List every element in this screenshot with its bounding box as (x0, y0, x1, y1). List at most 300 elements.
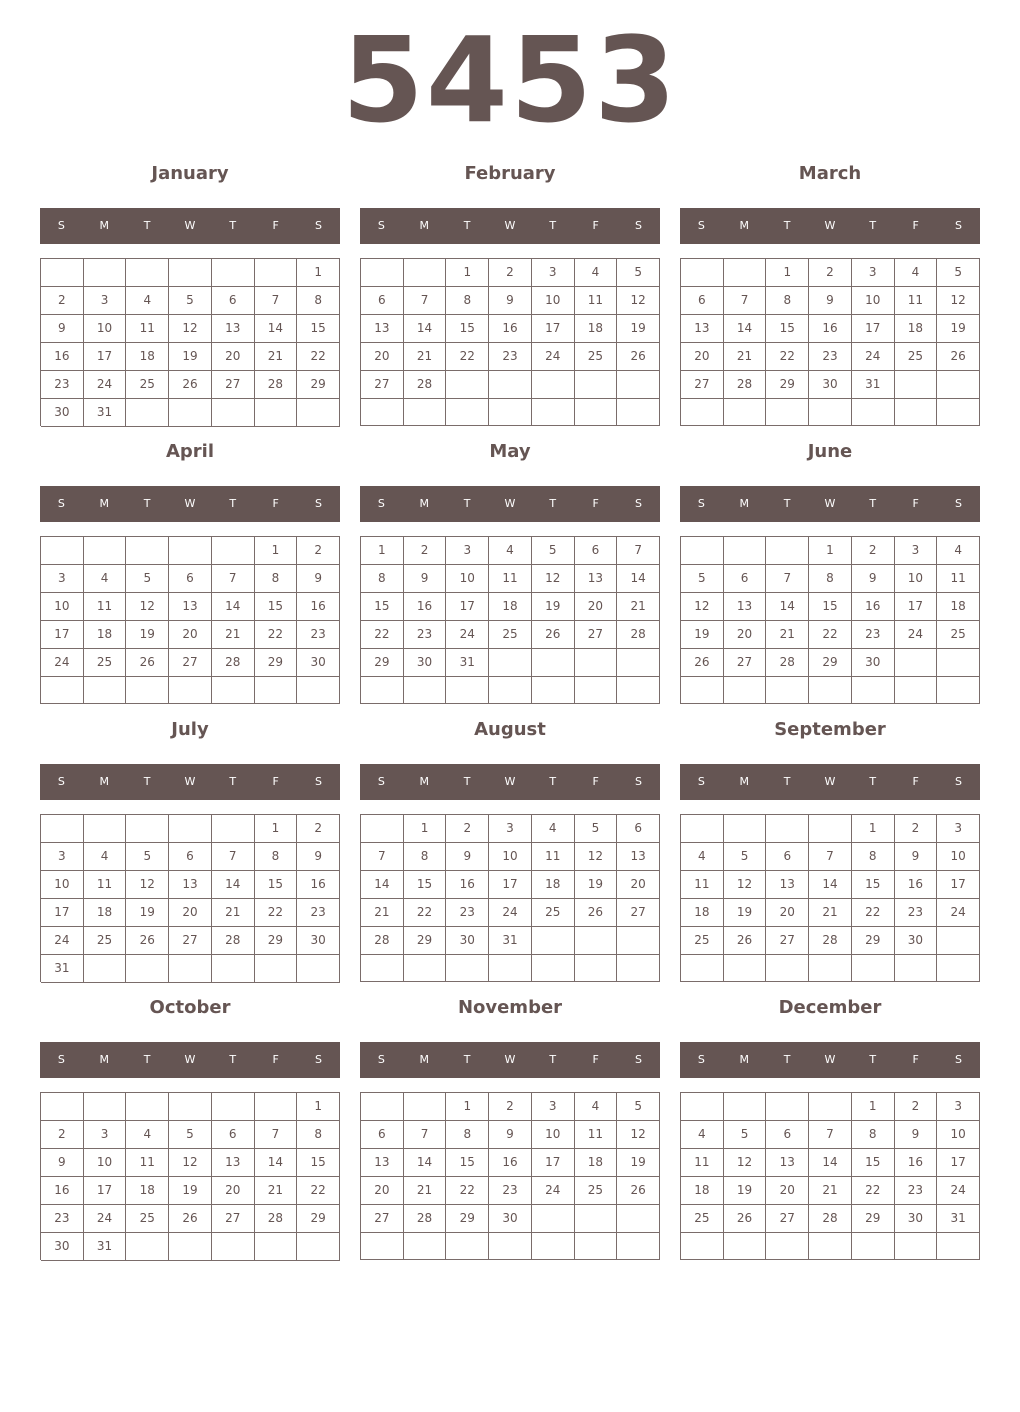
empty-cell (212, 537, 255, 565)
weekday-label: S (634, 1053, 642, 1066)
day-cell: 16 (41, 1177, 84, 1205)
empty-cell (169, 537, 212, 565)
day-cell: 17 (446, 593, 489, 621)
empty-cell (41, 1093, 84, 1121)
day-cell: 12 (681, 593, 724, 621)
day-cell: 1 (809, 537, 852, 565)
day-cell: 8 (255, 565, 298, 593)
day-cell: 25 (895, 343, 938, 371)
day-cell: 8 (766, 287, 809, 315)
day-cell: 1 (255, 815, 298, 843)
day-cell: 16 (404, 593, 447, 621)
day-cell: 30 (404, 649, 447, 677)
empty-cell (255, 677, 298, 704)
weekday-label: W (824, 1053, 836, 1066)
empty-cell (532, 371, 575, 399)
day-cell: 20 (361, 1177, 404, 1205)
day-cell: 22 (255, 899, 298, 927)
day-cell: 23 (852, 621, 895, 649)
day-cell: 4 (126, 1121, 169, 1149)
weekday-label: F (592, 775, 599, 788)
day-cell: 15 (404, 871, 447, 899)
empty-cell (361, 1233, 404, 1260)
day-cell: 6 (724, 565, 767, 593)
empty-cell (724, 955, 767, 982)
day-cell: 6 (361, 1121, 404, 1149)
weekday-label: M (419, 497, 430, 510)
month-title: June (807, 441, 853, 462)
empty-cell (724, 399, 767, 426)
empty-cell (404, 955, 447, 982)
day-cell: 25 (84, 649, 127, 677)
weekday-label: T (143, 775, 151, 788)
empty-cell (41, 677, 84, 704)
weekday-label: T (783, 775, 791, 788)
day-cell: 22 (446, 1177, 489, 1205)
day-cell: 29 (255, 927, 298, 955)
weekday-label: T (229, 1053, 237, 1066)
day-grid (680, 814, 980, 982)
day-cell: 3 (41, 843, 84, 871)
day-cell: 19 (724, 899, 767, 927)
day-cell: 17 (937, 871, 980, 899)
day-cell: 17 (41, 899, 84, 927)
weekday-label: S (697, 497, 705, 510)
day-cell: 22 (361, 621, 404, 649)
day-cell: 3 (532, 259, 575, 287)
weekday-label: W (504, 497, 516, 510)
day-cell: 10 (937, 1121, 980, 1149)
day-cell: 4 (681, 843, 724, 871)
weekday-header (40, 486, 340, 522)
empty-cell (489, 371, 532, 399)
empty-cell (212, 259, 255, 287)
day-cell: 27 (361, 1205, 404, 1233)
weekday-label: M (739, 1053, 750, 1066)
day-cell: 13 (724, 593, 767, 621)
day-cell: 14 (724, 315, 767, 343)
day-cell: 7 (809, 843, 852, 871)
day-cell: 27 (575, 621, 618, 649)
empty-cell (575, 1205, 618, 1233)
day-cell: 18 (126, 343, 169, 371)
day-cell: 22 (404, 899, 447, 927)
day-cell: 18 (681, 899, 724, 927)
empty-cell (681, 815, 724, 843)
day-grid (40, 1092, 340, 1260)
empty-cell (532, 1233, 575, 1260)
empty-cell (84, 259, 127, 287)
day-cell: 11 (84, 871, 127, 899)
day-cell: 14 (404, 315, 447, 343)
weekday-label: T (463, 219, 471, 232)
day-cell: 17 (852, 315, 895, 343)
day-cell: 21 (809, 899, 852, 927)
day-grid (40, 536, 340, 704)
day-cell: 7 (617, 537, 660, 565)
month-title: May (489, 441, 531, 462)
weekday-label: F (912, 497, 919, 510)
weekday-label: S (377, 775, 385, 788)
day-cell: 17 (937, 1149, 980, 1177)
day-cell: 1 (255, 537, 298, 565)
empty-cell (617, 399, 660, 426)
day-cell: 16 (852, 593, 895, 621)
day-cell: 4 (532, 815, 575, 843)
weekday-header (680, 208, 980, 244)
empty-cell (489, 1233, 532, 1260)
weekday-label: M (739, 219, 750, 232)
day-cell: 20 (681, 343, 724, 371)
day-cell: 17 (84, 1177, 127, 1205)
weekday-label: S (954, 775, 962, 788)
empty-cell (852, 677, 895, 704)
day-cell: 19 (617, 315, 660, 343)
day-cell: 1 (852, 815, 895, 843)
day-cell: 15 (446, 315, 489, 343)
weekday-label: M (419, 1053, 430, 1066)
empty-cell (361, 1093, 404, 1121)
day-cell: 20 (766, 899, 809, 927)
empty-cell (681, 677, 724, 704)
day-cell: 13 (361, 315, 404, 343)
day-cell: 17 (532, 315, 575, 343)
day-cell: 12 (937, 287, 980, 315)
day-cell: 6 (766, 1121, 809, 1149)
empty-cell (766, 955, 809, 982)
day-cell: 3 (852, 259, 895, 287)
day-cell: 19 (532, 593, 575, 621)
day-cell: 5 (575, 815, 618, 843)
day-cell: 8 (361, 565, 404, 593)
weekday-label: T (783, 1053, 791, 1066)
empty-cell (532, 1205, 575, 1233)
weekday-label: T (783, 219, 791, 232)
day-cell: 23 (895, 899, 938, 927)
day-cell: 14 (404, 1149, 447, 1177)
day-cell: 11 (532, 843, 575, 871)
day-cell: 25 (532, 899, 575, 927)
day-cell: 6 (212, 287, 255, 315)
day-cell: 13 (681, 315, 724, 343)
day-cell: 12 (126, 871, 169, 899)
empty-cell (169, 1233, 212, 1261)
day-cell: 3 (446, 537, 489, 565)
day-cell: 4 (681, 1121, 724, 1149)
weekday-label: M (739, 775, 750, 788)
day-cell: 10 (489, 843, 532, 871)
day-cell: 26 (681, 649, 724, 677)
day-cell: 29 (255, 649, 298, 677)
day-cell: 26 (169, 1205, 212, 1233)
empty-cell (532, 649, 575, 677)
day-cell: 25 (126, 371, 169, 399)
day-cell: 22 (852, 1177, 895, 1205)
day-cell: 18 (681, 1177, 724, 1205)
day-cell: 20 (575, 593, 618, 621)
weekday-label: W (504, 775, 516, 788)
day-cell: 17 (532, 1149, 575, 1177)
day-cell: 5 (681, 565, 724, 593)
day-cell: 7 (766, 565, 809, 593)
weekday-label: T (229, 497, 237, 510)
day-cell: 23 (41, 371, 84, 399)
empty-cell (212, 677, 255, 704)
empty-cell (404, 1093, 447, 1121)
day-grid (360, 258, 660, 426)
day-cell: 8 (255, 843, 298, 871)
year-title: 5453 (341, 11, 679, 149)
empty-cell (575, 1233, 618, 1260)
day-cell: 18 (532, 871, 575, 899)
weekday-header (680, 764, 980, 800)
day-cell: 16 (809, 315, 852, 343)
weekday-label: W (184, 497, 196, 510)
empty-cell (361, 399, 404, 426)
day-cell: 8 (446, 287, 489, 315)
day-cell: 23 (809, 343, 852, 371)
empty-cell (41, 815, 84, 843)
day-cell: 20 (617, 871, 660, 899)
day-cell: 31 (84, 399, 127, 427)
day-cell: 2 (895, 815, 938, 843)
day-cell: 24 (532, 1177, 575, 1205)
day-cell: 2 (446, 815, 489, 843)
empty-cell (766, 677, 809, 704)
weekday-label: W (184, 219, 196, 232)
empty-cell (212, 399, 255, 427)
empty-cell (766, 815, 809, 843)
day-cell: 16 (297, 593, 340, 621)
empty-cell (169, 815, 212, 843)
day-cell: 17 (895, 593, 938, 621)
day-cell: 2 (489, 259, 532, 287)
empty-cell (404, 677, 447, 704)
empty-cell (489, 649, 532, 677)
empty-cell (617, 927, 660, 955)
empty-cell (446, 677, 489, 704)
day-cell: 21 (724, 343, 767, 371)
day-cell: 15 (852, 871, 895, 899)
day-cell: 12 (169, 315, 212, 343)
empty-cell (532, 955, 575, 982)
weekday-header (360, 486, 660, 522)
empty-cell (255, 1093, 298, 1121)
weekday-label: S (634, 497, 642, 510)
day-cell: 26 (169, 371, 212, 399)
day-cell: 28 (404, 371, 447, 399)
weekday-header (40, 764, 340, 800)
empty-cell (575, 649, 618, 677)
day-cell: 18 (575, 315, 618, 343)
day-cell: 10 (41, 593, 84, 621)
weekday-label: M (99, 219, 110, 232)
day-cell: 30 (809, 371, 852, 399)
day-cell: 14 (212, 871, 255, 899)
day-cell: 16 (489, 1149, 532, 1177)
weekday-label: W (824, 775, 836, 788)
empty-cell (937, 955, 980, 982)
day-cell: 6 (681, 287, 724, 315)
day-cell: 31 (446, 649, 489, 677)
month-title: February (464, 163, 556, 184)
empty-cell (361, 677, 404, 704)
weekday-label: F (912, 775, 919, 788)
day-cell: 27 (169, 927, 212, 955)
weekday-label: T (549, 497, 557, 510)
day-cell: 2 (895, 1093, 938, 1121)
day-cell: 19 (575, 871, 618, 899)
day-cell: 21 (766, 621, 809, 649)
day-cell: 2 (809, 259, 852, 287)
day-cell: 4 (937, 537, 980, 565)
day-grid (360, 1092, 660, 1260)
empty-cell (809, 1093, 852, 1121)
day-cell: 11 (84, 593, 127, 621)
empty-cell (617, 1205, 660, 1233)
empty-cell (126, 259, 169, 287)
day-cell: 19 (617, 1149, 660, 1177)
empty-cell (766, 1233, 809, 1260)
day-cell: 15 (809, 593, 852, 621)
day-cell: 31 (937, 1205, 980, 1233)
day-cell: 15 (446, 1149, 489, 1177)
weekday-label: S (57, 219, 65, 232)
day-cell: 15 (297, 1149, 340, 1177)
day-cell: 15 (852, 1149, 895, 1177)
day-cell: 12 (532, 565, 575, 593)
day-cell: 2 (41, 287, 84, 315)
month-title: January (151, 163, 229, 184)
day-cell: 6 (575, 537, 618, 565)
weekday-label: W (824, 219, 836, 232)
day-cell: 5 (724, 1121, 767, 1149)
day-cell: 21 (809, 1177, 852, 1205)
empty-cell (937, 1233, 980, 1260)
day-cell: 28 (255, 371, 298, 399)
day-cell: 19 (169, 343, 212, 371)
empty-cell (446, 1233, 489, 1260)
empty-cell (169, 677, 212, 704)
day-cell: 21 (255, 1177, 298, 1205)
day-cell: 15 (255, 871, 298, 899)
empty-cell (617, 1233, 660, 1260)
empty-cell (852, 955, 895, 982)
day-cell: 6 (361, 287, 404, 315)
day-cell: 7 (212, 843, 255, 871)
day-cell: 27 (212, 371, 255, 399)
day-cell: 25 (126, 1205, 169, 1233)
empty-cell (575, 927, 618, 955)
day-cell: 21 (361, 899, 404, 927)
day-cell: 19 (126, 899, 169, 927)
day-cell: 18 (575, 1149, 618, 1177)
empty-cell (255, 399, 298, 427)
empty-cell (532, 399, 575, 426)
day-cell: 31 (41, 955, 84, 983)
empty-cell (532, 677, 575, 704)
day-cell: 14 (766, 593, 809, 621)
empty-cell (681, 1233, 724, 1260)
empty-cell (255, 955, 298, 983)
empty-cell (852, 1233, 895, 1260)
day-cell: 3 (84, 287, 127, 315)
day-cell: 13 (575, 565, 618, 593)
weekday-label: F (272, 219, 279, 232)
day-cell: 1 (446, 1093, 489, 1121)
day-cell: 8 (404, 843, 447, 871)
day-cell: 9 (297, 843, 340, 871)
weekday-label: S (377, 1053, 385, 1066)
empty-cell (212, 815, 255, 843)
weekday-label: S (377, 219, 385, 232)
day-cell: 21 (212, 899, 255, 927)
empty-cell (84, 537, 127, 565)
weekday-label: M (99, 775, 110, 788)
day-cell: 9 (41, 1149, 84, 1177)
day-cell: 13 (617, 843, 660, 871)
empty-cell (297, 1233, 340, 1261)
day-cell: 10 (532, 1121, 575, 1149)
empty-cell (724, 259, 767, 287)
day-cell: 23 (297, 899, 340, 927)
weekday-label: F (592, 219, 599, 232)
empty-cell (681, 1093, 724, 1121)
day-cell: 30 (297, 649, 340, 677)
day-cell: 7 (724, 287, 767, 315)
month-title: July (171, 719, 209, 740)
day-cell: 14 (617, 565, 660, 593)
day-cell: 23 (895, 1177, 938, 1205)
empty-cell (895, 955, 938, 982)
weekday-label: M (419, 219, 430, 232)
day-cell: 25 (575, 343, 618, 371)
day-cell: 3 (937, 815, 980, 843)
day-cell: 3 (489, 815, 532, 843)
weekday-header (40, 1042, 340, 1078)
day-cell: 29 (446, 1205, 489, 1233)
day-cell: 2 (41, 1121, 84, 1149)
day-cell: 4 (84, 565, 127, 593)
empty-cell (766, 1093, 809, 1121)
day-cell: 14 (212, 593, 255, 621)
month-title: September (774, 719, 886, 740)
empty-cell (895, 399, 938, 426)
day-cell: 24 (84, 1205, 127, 1233)
day-cell: 30 (297, 927, 340, 955)
weekday-label: S (314, 1053, 322, 1066)
day-cell: 28 (617, 621, 660, 649)
weekday-label: W (504, 219, 516, 232)
weekday-label: T (549, 219, 557, 232)
empty-cell (766, 399, 809, 426)
day-cell: 28 (212, 649, 255, 677)
weekday-header (680, 1042, 980, 1078)
day-cell: 9 (404, 565, 447, 593)
day-cell: 6 (766, 843, 809, 871)
day-cell: 30 (895, 927, 938, 955)
day-cell: 17 (84, 343, 127, 371)
weekday-label: T (143, 219, 151, 232)
weekday-label: S (314, 497, 322, 510)
day-cell: 9 (895, 843, 938, 871)
weekday-label: S (697, 775, 705, 788)
empty-cell (937, 927, 980, 955)
weekday-label: F (912, 219, 919, 232)
day-cell: 26 (617, 1177, 660, 1205)
weekday-label: S (954, 219, 962, 232)
day-cell: 30 (41, 1233, 84, 1261)
